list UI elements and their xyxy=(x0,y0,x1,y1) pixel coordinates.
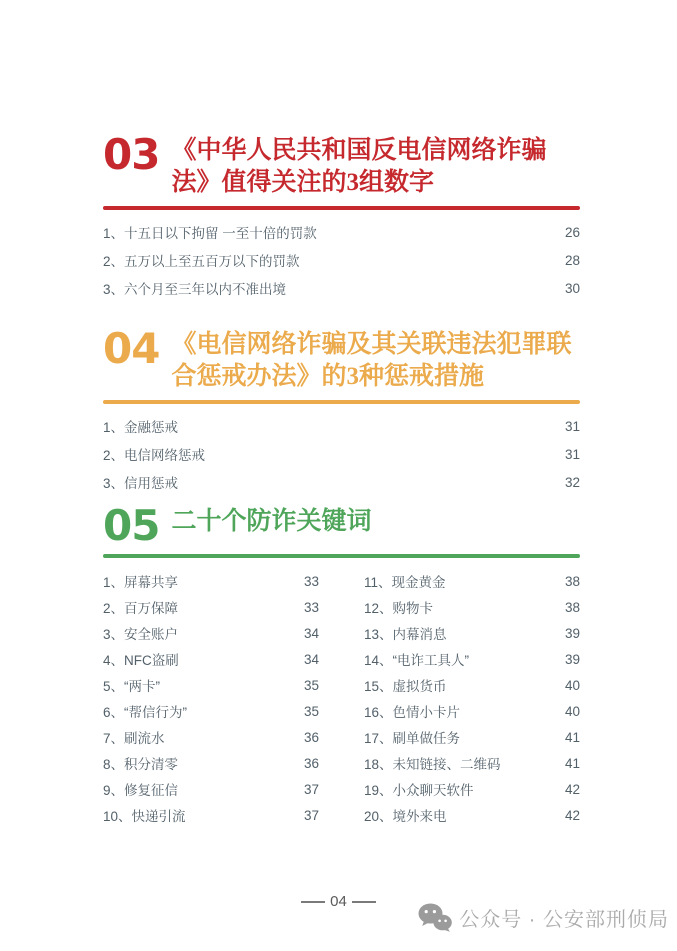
toc-entry-page: 36 xyxy=(303,755,319,771)
toc-entry xyxy=(364,568,580,594)
section-03-number: 03 xyxy=(103,130,160,179)
toc-entry-label: 8、积分清零 xyxy=(103,757,179,772)
toc-entry-page: 31 xyxy=(564,446,580,462)
toc-entry-page: 32 xyxy=(564,474,580,490)
toc-entry-label: 12、购物卡 xyxy=(364,601,434,616)
toc-entry xyxy=(103,672,319,698)
section-04-number: 04 xyxy=(103,324,160,373)
watermark xyxy=(418,903,669,932)
section-04-toc-list xyxy=(103,412,580,496)
toc-entry-label: 3、信用惩戒 xyxy=(103,476,179,491)
toc-entry-label: 14、“电诈工具人” xyxy=(364,653,470,668)
toc-entry-page: 28 xyxy=(564,252,580,268)
section-05 xyxy=(103,501,580,828)
toc-entry xyxy=(103,698,319,724)
toc-entry-page: 34 xyxy=(303,651,319,667)
toc-entry-label: 17、刷单做任务 xyxy=(364,731,461,746)
toc-entry-page: 33 xyxy=(303,573,319,589)
toc-entry-label: 2、百万保障 xyxy=(103,601,179,616)
page-number-dash-right xyxy=(352,901,376,903)
section-03-heading xyxy=(103,130,580,199)
toc-entry-label: 18、未知链接、二维码 xyxy=(364,757,501,772)
toc-entry xyxy=(364,594,580,620)
page-number-value: 04 xyxy=(330,893,347,910)
section-03-rule xyxy=(103,206,580,210)
toc-entry xyxy=(103,594,319,620)
toc-entry-label: 10、快递引流 xyxy=(103,809,186,824)
toc-entry-label: 3、六个月至三年以内不准出境 xyxy=(103,282,287,297)
toc-entry-label: 1、屏幕共享 xyxy=(103,575,179,590)
toc-entry xyxy=(103,412,580,440)
toc-column-left xyxy=(103,568,319,828)
section-04 xyxy=(103,324,580,496)
toc-entry-page: 40 xyxy=(564,677,580,693)
toc-entry-label: 1、十五日以下拘留 一至十倍的罚款 xyxy=(103,226,317,241)
toc-entry xyxy=(364,698,580,724)
toc-entry-label: 9、修复征信 xyxy=(103,783,179,798)
toc-entry xyxy=(364,646,580,672)
toc-entry xyxy=(103,218,580,246)
section-03-title: 《中华人民共和国反电信网络诈骗法》值得关注的3组数字 xyxy=(171,137,547,196)
toc-entry-page: 42 xyxy=(564,807,580,823)
toc-entry xyxy=(103,750,319,776)
toc-entry-page: 35 xyxy=(303,677,319,693)
toc-entry-label: 19、小众聊天软件 xyxy=(364,783,474,798)
section-04-heading xyxy=(103,324,580,393)
toc-entry-label: 4、NFC盗刷 xyxy=(103,653,179,668)
toc-entry xyxy=(364,724,580,750)
toc-entry xyxy=(103,440,580,468)
toc-entry-label: 5、“两卡” xyxy=(103,679,160,694)
watermark-text: 公众号 · 公安部刑侦局 xyxy=(459,909,669,931)
toc-entry-page: 41 xyxy=(564,755,580,771)
toc-entry-page: 26 xyxy=(564,224,580,240)
toc-entry-page: 35 xyxy=(303,703,319,719)
toc-entry-page: 42 xyxy=(564,781,580,797)
toc-entry-page: 36 xyxy=(303,729,319,745)
toc-entry-label: 7、刷流水 xyxy=(103,731,165,746)
toc-entry xyxy=(103,646,319,672)
toc-entry xyxy=(364,750,580,776)
toc-entry-page: 40 xyxy=(564,703,580,719)
section-05-number: 05 xyxy=(103,501,160,550)
toc-entry-page: 39 xyxy=(564,651,580,667)
wechat-icon xyxy=(418,903,452,932)
toc-entry-page: 31 xyxy=(564,418,580,434)
toc-entry xyxy=(364,776,580,802)
toc-entry xyxy=(364,672,580,698)
toc-entry xyxy=(103,802,319,828)
section-03-toc-list xyxy=(103,218,580,302)
section-04-title: 《电信网络诈骗及其关联违法犯罪联合惩戒办法》的3种惩戒措施 xyxy=(171,331,572,390)
toc-column-right xyxy=(364,568,580,828)
section-05-title: 二十个防诈关键词 xyxy=(171,508,372,535)
toc-entry-label: 6、“帮信行为” xyxy=(103,705,187,720)
toc-entry-page: 37 xyxy=(303,807,319,823)
toc-entry-label: 1、金融惩戒 xyxy=(103,420,179,435)
toc-entry xyxy=(103,776,319,802)
toc-entry-label: 16、色情小卡片 xyxy=(364,705,461,720)
toc-entry xyxy=(103,568,319,594)
toc-entry-page: 33 xyxy=(303,599,319,615)
toc-entry-label: 20、境外来电 xyxy=(364,809,447,824)
toc-entry-page: 41 xyxy=(564,729,580,745)
toc-entry xyxy=(103,620,319,646)
toc-entry-label: 11、现金黄金 xyxy=(364,575,446,590)
toc-entry-label: 3、安全账户 xyxy=(103,627,179,642)
toc-entry-page: 38 xyxy=(564,573,580,589)
toc-entry-label: 2、五万以上至五百万以下的罚款 xyxy=(103,254,300,269)
toc-entry xyxy=(103,724,319,750)
toc-entry-page: 39 xyxy=(564,625,580,641)
toc-entry-label: 15、虚拟货币 xyxy=(364,679,447,694)
section-05-rule xyxy=(103,554,580,558)
section-04-rule xyxy=(103,400,580,404)
toc-entry-label: 13、内幕消息 xyxy=(364,627,447,642)
toc-entry xyxy=(364,620,580,646)
toc-entry-page: 37 xyxy=(303,781,319,797)
toc-entry xyxy=(103,246,580,274)
page-number-dash-left xyxy=(301,901,325,903)
toc-entry-page: 38 xyxy=(564,599,580,615)
toc-entry xyxy=(364,802,580,828)
section-05-heading xyxy=(103,501,580,550)
toc-entry-page: 34 xyxy=(303,625,319,641)
section-03 xyxy=(103,130,580,302)
toc-entry xyxy=(103,468,580,496)
toc-entry-label: 2、电信网络惩戒 xyxy=(103,448,206,463)
section-05-toc-grid xyxy=(103,568,580,828)
toc-entry xyxy=(103,274,580,302)
toc-entry-page: 30 xyxy=(564,280,580,296)
